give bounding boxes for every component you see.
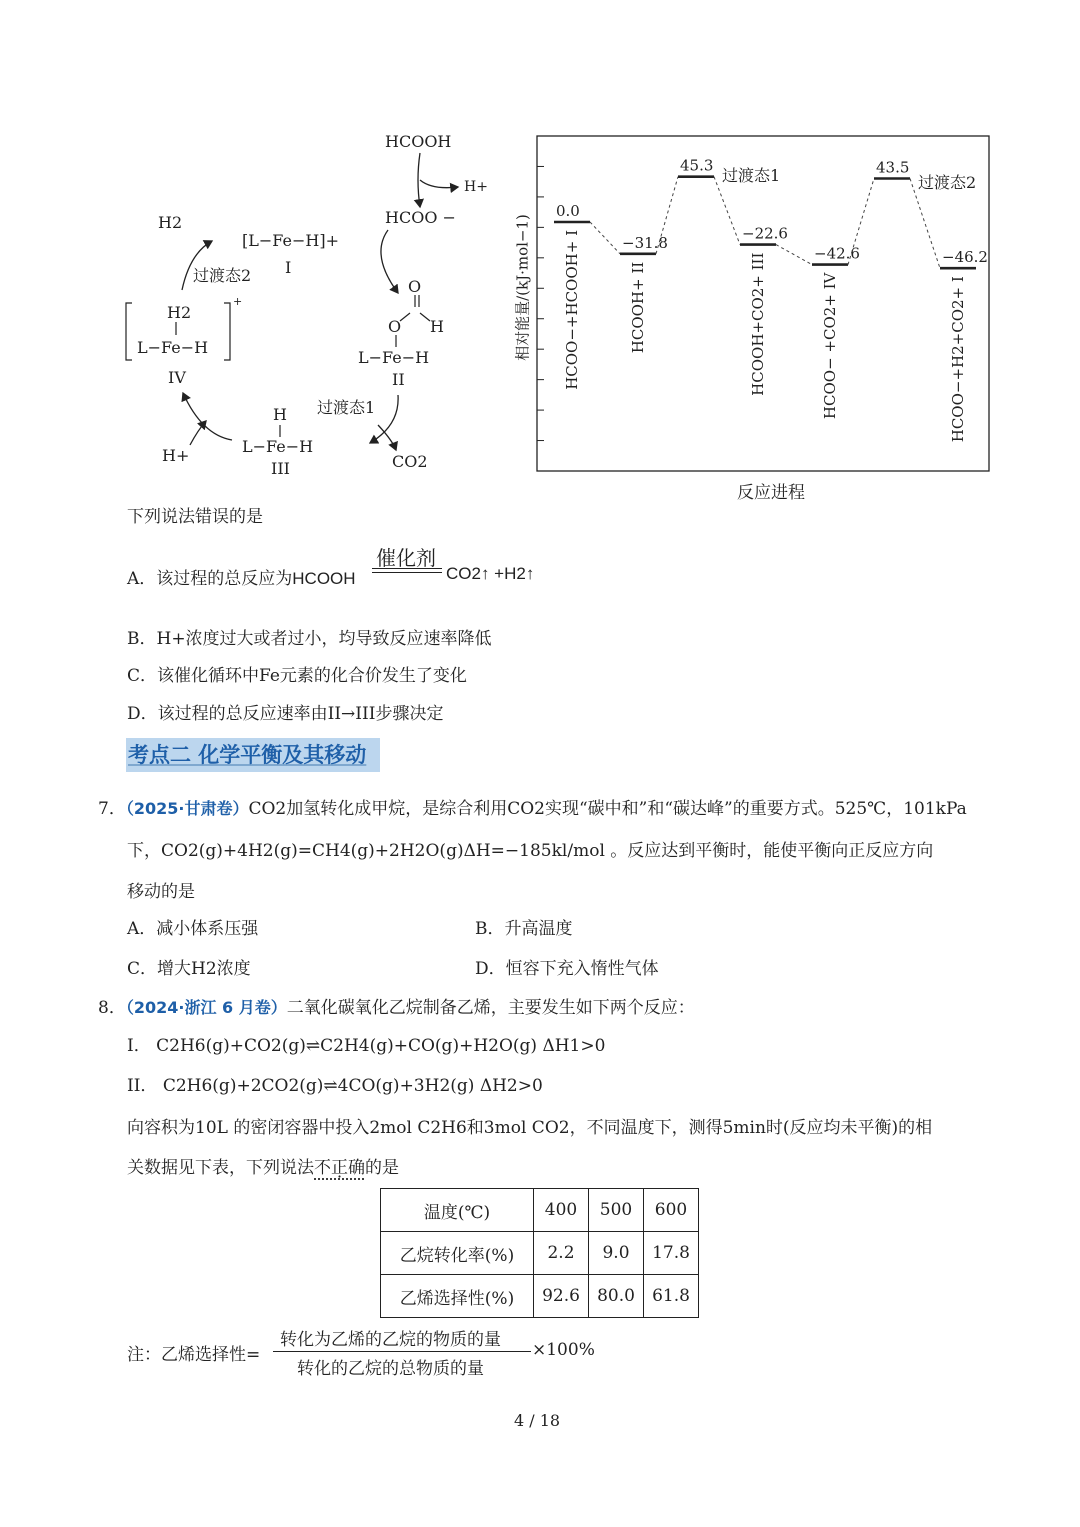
- connector: [590, 222, 620, 254]
- table-cell: 乙烷转化率(%): [381, 1232, 534, 1275]
- ts1-label: 过渡态1: [722, 166, 781, 185]
- complex-IV-h2: H2: [167, 303, 192, 322]
- table-cell: 乙烯选择性(%): [381, 1275, 534, 1318]
- q6-equals-line: [372, 568, 442, 573]
- hcoo-minus-label: HCOO −: [385, 208, 456, 227]
- q8-reaction-2: II． C2H6(g)+2CO2(g)⇌4CO(g)+3H2(g) ΔH2>0: [127, 1076, 543, 1096]
- chart-xlabel: 反应进程: [737, 483, 805, 503]
- energy-value-label: 0.0: [556, 202, 580, 220]
- table-cell: 92.6: [534, 1275, 589, 1318]
- table-cell: 17.8: [644, 1232, 699, 1275]
- q8-source: （2024·浙江 6 月卷）: [125, 998, 287, 1017]
- complex-II-body: L−Fe−H: [358, 348, 430, 367]
- complex-II-h: H: [430, 317, 444, 336]
- ts2-label: 过渡态2: [918, 173, 977, 192]
- energy-value-label: −42.6: [814, 244, 860, 263]
- table-header-cell: 400: [534, 1189, 589, 1232]
- h2-label: H2: [158, 213, 183, 232]
- q7-line2: 下，CO2(g)+4H2(g)=CH4(g)+2H2O(g)ΔH=−185kl/mol 。反应达到平衡时，能使平衡向正反应方向: [127, 841, 934, 861]
- state-label: HCOOH+ II: [629, 261, 647, 354]
- table-header-cell: 500: [589, 1189, 644, 1232]
- q8-reaction-1: I． C2H6(g)+CO2(g)⇌C2H4(g)+CO(g)+H2O(g) ΔH1>0: [127, 1036, 606, 1056]
- q8-note-denominator: 转化的乙烷的总物质的量: [297, 1359, 484, 1379]
- complex-II-o: O: [388, 317, 402, 336]
- table-cell: 2.2: [534, 1232, 589, 1275]
- catalytic-cycle-diagram: [120, 125, 488, 485]
- q6-option-d: D．该过程的总反应速率由II→III步骤决定: [127, 704, 444, 724]
- table-row: [381, 1232, 699, 1275]
- q8-line1: 向容积为10L 的密闭容器中投入2mol C2H6和3mol CO2，不同温度下，测得5min时(反应均未平衡)的相: [127, 1118, 933, 1138]
- q6-formula-right: CO2↑ +H2↑: [446, 564, 535, 583]
- roman-III-label: III: [271, 459, 290, 478]
- q7-option-b: B．升高温度: [475, 919, 573, 939]
- table-cell: 9.0: [589, 1232, 644, 1275]
- ts1-left-label: 过渡态1: [317, 398, 376, 417]
- connector: [776, 245, 812, 265]
- q7-option-d: D．恒容下充入惰性气体: [475, 959, 659, 979]
- table-header-cell: 温度(℃): [381, 1189, 534, 1232]
- energy-value-label: 45.3: [680, 156, 714, 175]
- connector: [714, 177, 740, 245]
- q6-formula-left: HCOOH: [292, 569, 356, 588]
- hplus-top-label: H+: [464, 179, 488, 195]
- q7-option-a: A．减小体系压强: [127, 919, 259, 939]
- hcooh-label: HCOOH: [385, 132, 452, 151]
- roman-IV-label: IV: [168, 368, 186, 387]
- q7-number: 7．: [98, 799, 126, 819]
- chart-ylabel: 相对能量/(kJ·mol−1): [513, 214, 532, 361]
- q6-option-c: C．该催化循环中Fe元素的化合价发生了变化: [127, 666, 467, 686]
- complex-III-body: L−Fe−H: [242, 437, 314, 456]
- q6-stem: 下列说法错误的是: [127, 507, 263, 527]
- q8-note-post: ×100%: [532, 1340, 595, 1360]
- table-cell: 80.0: [589, 1275, 644, 1318]
- q8-line2-a: 关数据见下表，下列说法: [127, 1158, 314, 1178]
- q6-option-a: [127, 564, 356, 589]
- table-header-cell: 600: [644, 1189, 699, 1232]
- section-heading: 考点二 化学平衡及其移动: [126, 738, 380, 772]
- q8-number: 8．: [98, 998, 126, 1018]
- q7-line1: [98, 794, 967, 819]
- q7-line3: 移动的是: [127, 882, 195, 902]
- q8-line2: [127, 1153, 399, 1178]
- q8-emphasis: 不正确: [314, 1158, 365, 1178]
- q8-line2-b: 的是: [365, 1158, 399, 1178]
- energy-value-label: −31.8: [622, 233, 668, 252]
- connector: [848, 179, 874, 265]
- q6-catalyst: 催化剂: [376, 546, 436, 570]
- svg-text:+: +: [233, 295, 243, 308]
- energy-value-label: 43.5: [876, 158, 910, 177]
- co2-label: CO2: [392, 452, 428, 471]
- table-row: [381, 1275, 699, 1318]
- state-label: HCOOH+CO2+ III: [749, 252, 767, 396]
- energy-value-label: −46.2: [942, 248, 988, 267]
- state-label: HCOO−+H2+CO2+ I: [949, 276, 967, 443]
- q8-note-fraction-bar: [273, 1351, 531, 1352]
- energy-chart: [500, 128, 1000, 508]
- page-number: 4 / 18: [514, 1411, 561, 1430]
- q8-intro: 二氧化碳氧化乙烷制备乙烯，主要发生如下两个反应：: [286, 998, 695, 1018]
- ts2-left-label: 过渡态2: [193, 266, 252, 285]
- q8-note-pre: 注：乙烯选择性=: [127, 1345, 261, 1365]
- complex-IV-body: L−Fe−H: [137, 338, 209, 357]
- q7-text1: CO2加氢转化成甲烷，是综合利用CO2实现“碳中和”和“碳达峰”的重要方式。525℃，101kPa: [248, 799, 967, 819]
- chart-marks: [554, 157, 988, 443]
- table-cell: 61.8: [644, 1275, 699, 1318]
- complex-II-o-top: O: [408, 277, 422, 296]
- q8-data-table: [380, 1188, 699, 1318]
- q8-note-numerator: 转化为乙烯的乙烷的物质的量: [280, 1330, 501, 1350]
- q7-option-c: C．增大H2浓度: [127, 959, 251, 979]
- state-label: HCOO− +CO2+ IV: [821, 272, 839, 420]
- roman-II-label: II: [392, 370, 405, 389]
- table-row: [381, 1189, 699, 1232]
- complex-I-label: [L−Fe−H]+: [242, 231, 339, 250]
- state-label: HCOO−+HCOOH+ I: [563, 230, 581, 390]
- q8-intro-line: [98, 993, 695, 1018]
- energy-value-label: −22.6: [742, 224, 788, 243]
- q6-option-a-pre: A．该过程的总反应为: [127, 569, 293, 589]
- q7-source: （2025·甘肃卷）: [125, 799, 249, 818]
- q6-option-b: B．H+浓度过大或者过小，均导致反应速率降低: [127, 629, 492, 649]
- roman-I-label: I: [285, 258, 292, 277]
- hplus-bottom-label: H+: [162, 446, 190, 465]
- complex-III-h: H: [273, 405, 287, 424]
